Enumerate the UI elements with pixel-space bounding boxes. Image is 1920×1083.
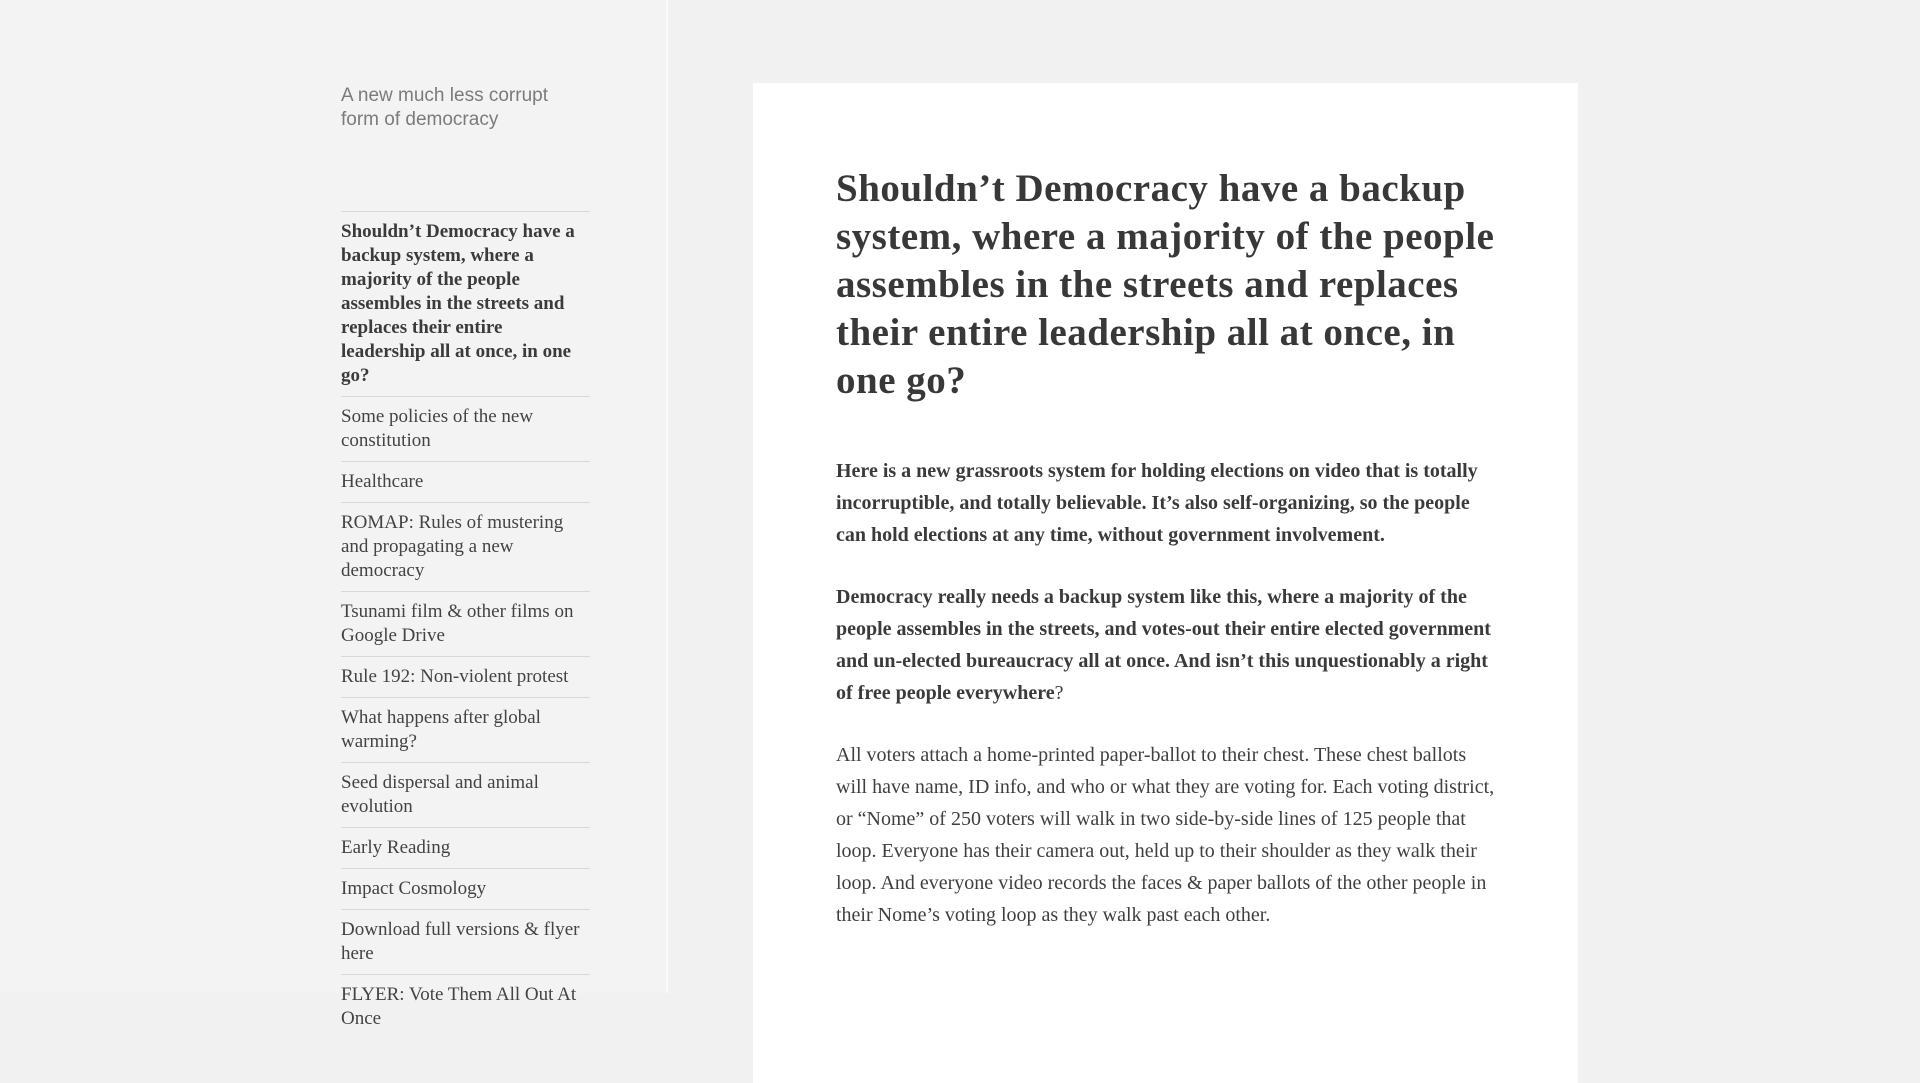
sidebar-menu-item <box>341 762 590 827</box>
sidebar-menu-link-2[interactable]: Healthcare <box>341 471 424 492</box>
sidebar-menu <box>341 211 590 1039</box>
sidebar <box>0 0 668 1029</box>
sidebar-menu-item <box>341 591 590 656</box>
sidebar-menu-item <box>341 211 590 396</box>
post-paragraph: All voters attach a home-printed paper-ballot to their chest. These chest ballots will have name, ID info, and who or what they are voting for. Each voting district, or “Nome” of 250 voters will walk in two side-by-side lines of 125 people that loop. Everyone has their camera out, held up to their shoulder as they walk their loop. And everyone video records the faces & paper ballots of the other people in their Nome’s voting loop as they walk past each other. <box>836 744 1495 926</box>
sidebar-menu-link-11[interactable]: FLYER: Vote Them All Out At Once <box>341 984 577 1029</box>
content-card <box>753 83 1578 1083</box>
sidebar-menu-link-9[interactable]: Impact Cosmology <box>341 878 487 899</box>
sidebar-menu-link-7[interactable]: Seed dispersal and animal evolution <box>341 772 539 817</box>
post-title: Shouldn’t Democracy have a backup system, where a majority of the people assembles in the streets and replaces their entire leadership all at once, in one go? <box>836 167 1495 402</box>
post-body <box>836 455 1495 931</box>
sidebar-menu-link-8[interactable]: Early Reading <box>341 837 451 858</box>
sidebar-menu-link-1[interactable]: Some policies of the new constitution <box>341 406 534 451</box>
sidebar-menu-item <box>341 697 590 762</box>
sidebar-menu-link-6[interactable]: What happens after global warming? <box>341 707 541 752</box>
post-paragraph: Here is a new grassroots system for holding elections on video that is totally incorruptible, and totally believable. It’s also self-organizing, so the people can hold elections at any time, without government involvement. <box>836 460 1478 546</box>
sidebar-menu-item <box>341 974 590 1039</box>
sidebar-navigation <box>341 211 590 1039</box>
sidebar-menu-item <box>341 656 590 697</box>
sidebar-menu-link-10[interactable]: Download full versions & flyer here <box>341 919 580 964</box>
post-article <box>836 165 1495 931</box>
post-paragraph: Democracy really needs a backup system like this, where a majority of the people assembles in the streets, and votes-out their entire elected government and un-elected bureaucracy all at once. And isn’t this unquestionably a right of free people everywhere? <box>836 586 1491 704</box>
sidebar-menu-link-0[interactable]: Shouldn’t Democracy have a backup system, where a majority of the people assembles in the streets and replaces their entire leadership all at once, in one go? <box>341 221 575 386</box>
sidebar-menu-link-4[interactable]: Tsunami film & other films on Google Drive <box>341 601 574 646</box>
sidebar-menu-item <box>341 502 590 591</box>
sidebar-menu-item <box>341 868 590 909</box>
sidebar-inner <box>341 0 590 1039</box>
sidebar-menu-link-3[interactable]: ROMAP: Rules of mustering and propagating a new democracy <box>341 512 564 581</box>
sidebar-menu-item <box>341 396 590 461</box>
sidebar-menu-item <box>341 461 590 502</box>
site-tagline: A new much less corrupt form of democracy <box>341 85 548 130</box>
sidebar-menu-link-5[interactable]: Rule 192: Non-violent protest <box>341 666 569 687</box>
sidebar-menu-item <box>341 909 590 974</box>
sidebar-menu-item <box>341 827 590 868</box>
